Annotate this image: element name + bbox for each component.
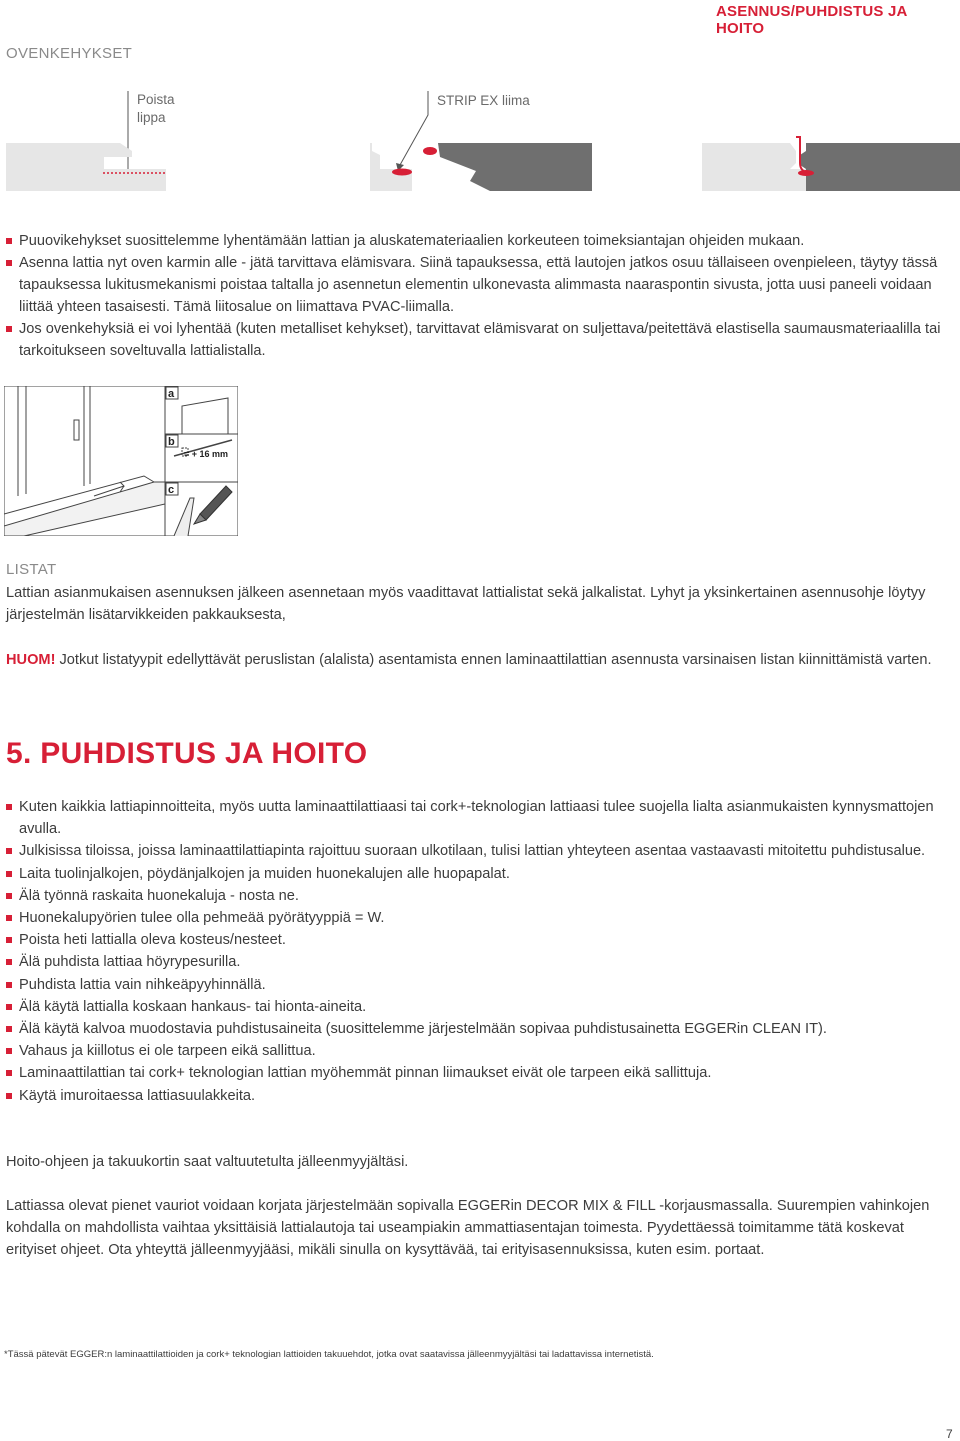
glue-dot-3 (798, 170, 814, 176)
door-frame-illustration (4, 386, 238, 536)
list-item: Laminaattilattian tai cork+ teknologian lattian myöhemmät pinnan liimaukset eivät ole tarpeen eikä sallittuja. (6, 1062, 946, 1084)
measure-label: = + 16 mm (184, 449, 229, 459)
list-item: Vahaus ja kiillotus ei ole tarpeen eikä sallittua. (6, 1040, 946, 1062)
page-header (716, 0, 960, 37)
huom-label: HUOM! (6, 652, 56, 668)
list-item: Poista heti lattialla oleva kosteus/nesteet. (6, 929, 946, 951)
list-item: Älä työnnä raskaita huonekaluja - nosta ne. (6, 885, 946, 907)
glue-dot-1 (392, 169, 412, 176)
listat-text: Lattian asianmukaisen asennuksen jälkeen asennetaan myös vaadittavat lattialistat sekä jalkalistat. Lyhyt ja yksinkertainen asennusohje löytyy järjestelmän lisätarvikkeiden pakkauksesta, (6, 585, 926, 623)
panel-profile-3 (438, 143, 592, 191)
glue-dot-2 (423, 147, 437, 155)
list-item: Huonekalupyörien tulee olla pehmeää pyörätyyppiä = W. (6, 907, 946, 929)
list-item: Älä käytä kalvoa muodostavia puhdistusaineita (suosittelemme järjestelmään sopivaa puhdistusainetta EGGERin CLEAN IT). (6, 1018, 946, 1040)
section-label-ovenkehykset: OVENKEHYKSET (6, 45, 133, 62)
list-item: Laita tuolinjalkojen, pöydänjalkojen ja muiden huonekalujen alle huopapalat. (6, 863, 946, 885)
panel-profile-4 (702, 143, 820, 191)
list-item: Älä puhdista lattiaa höyrypesurilla. (6, 951, 946, 973)
panel-profile-5 (800, 143, 960, 191)
label-a: a (168, 388, 175, 400)
list-item: Kuten kaikkia lattiapinnoitteita, myös uutta laminaattilattiaasi tai cork+-teknologian lattiaasi tulee suojella lialta asianmukaisten kynnysmattojen avulla. (6, 796, 946, 840)
list-item: Julkisissa tiloissa, joissa laminaattilattiapinta rajoittuu suoraan ulkotilaan, tulisi lattian yhteyteen asentaa vastaavasti mitoitettu puhdistusalue. (6, 840, 946, 862)
puhdistus-bullets (6, 796, 946, 1107)
section-title-puhdistus: 5. PUHDISTUS JA HOITO (6, 737, 368, 770)
list-item: Jos ovenkehyksiä ei voi lyhentää (kuten metalliset kehykset), tarvittavat elämisvarat on suljettava/peitettävä elastisella saumausmateriaalilla tai tarkoitukseen soveltuvalla lattialistalla. (6, 318, 954, 362)
page-number: 7 (946, 1427, 953, 1441)
section-label-listat: LISTAT (6, 561, 57, 578)
callout-poista-lippa: Poista lippa (137, 92, 175, 125)
callout-line-strip (400, 91, 428, 165)
label-c: c (168, 484, 175, 496)
panel-profile-2 (370, 143, 412, 191)
ovenkehykset-bullets (6, 230, 954, 362)
paragraph-vauriot: Lattiassa olevat pienet vauriot voidaan korjata järjestelmään sopivalla EGGERin DECOR MIX & FILL -korjausmassalla. Suurempien vahinkojen kohdalla on mahdollista vaihtaa yksittäisiä lattialautoja tai useampiakin ammattiasentajan toimesta. Pyydettäessä toimitamme tätä koskevat erityiset ohjeet. Ota yhteyttä jälleenmyyjääsi, mikäli sinulla on kysyttävää, tai erityisasennuksissa, kuten esim. portaat. (6, 1198, 930, 1258)
label-b: b (168, 436, 175, 448)
panel-profiles-diagram (0, 85, 960, 195)
panel-profile-1 (6, 143, 166, 191)
huom-paragraph (6, 649, 946, 671)
list-item: Asenna lattia nyt oven karmin alle - jätä tarvittava elämisvara. Siinä tapauksessa, että lautojen jatkos osuu tällaiseen ovenpieleen, täytyy tässä tapauksessa lukitusmekanismi poistaa taltalla jo asennetun elementin ulkonevasta alimmasta naaraspontin sivusta, jotta uusi paneeli voidaan liittää yhteen tasaisesti. Tämä liitosalue on liimattava PVAC-liimalla. (6, 252, 954, 318)
paragraph-hoito-ohje: Hoito-ohjeen ja takuukortin saat valtuutetulta jälleenmyyjältäsi. (6, 1154, 409, 1170)
header-title: ASENNUS/PUHDISTUS JA HOITO (716, 3, 907, 37)
huom-text: Jotkut listatyypit edellyttävät peruslistan (alalista) asentamista ennen laminaattilattian asennusta varsinaisen listan kiinnittämistä varten. (55, 652, 932, 668)
list-item: Puhdista lattia vain nihkeäpyyhinnällä. (6, 974, 946, 996)
callout-strip-ex-liima: STRIP EX liima (437, 93, 530, 108)
list-item: Älä käytä lattialla koskaan hankaus- tai hionta-aineita. (6, 996, 946, 1018)
list-item: Käytä imuroitaessa lattiasuulakkeita. (6, 1085, 946, 1107)
footnote: *Tässä pätevät EGGER:n laminaattilattioiden ja cork+ teknologian lattioiden takuuehdot, jotka ovat saatavissa jälleenmyyjältäsi tai ladattavissa internetistä. (4, 1349, 654, 1360)
list-item: Puuovikehykset suosittelemme lyhentämään lattian ja aluskatemateriaalien korkeuteen toimeksiantajan ohjeiden mukaan. (6, 230, 954, 252)
